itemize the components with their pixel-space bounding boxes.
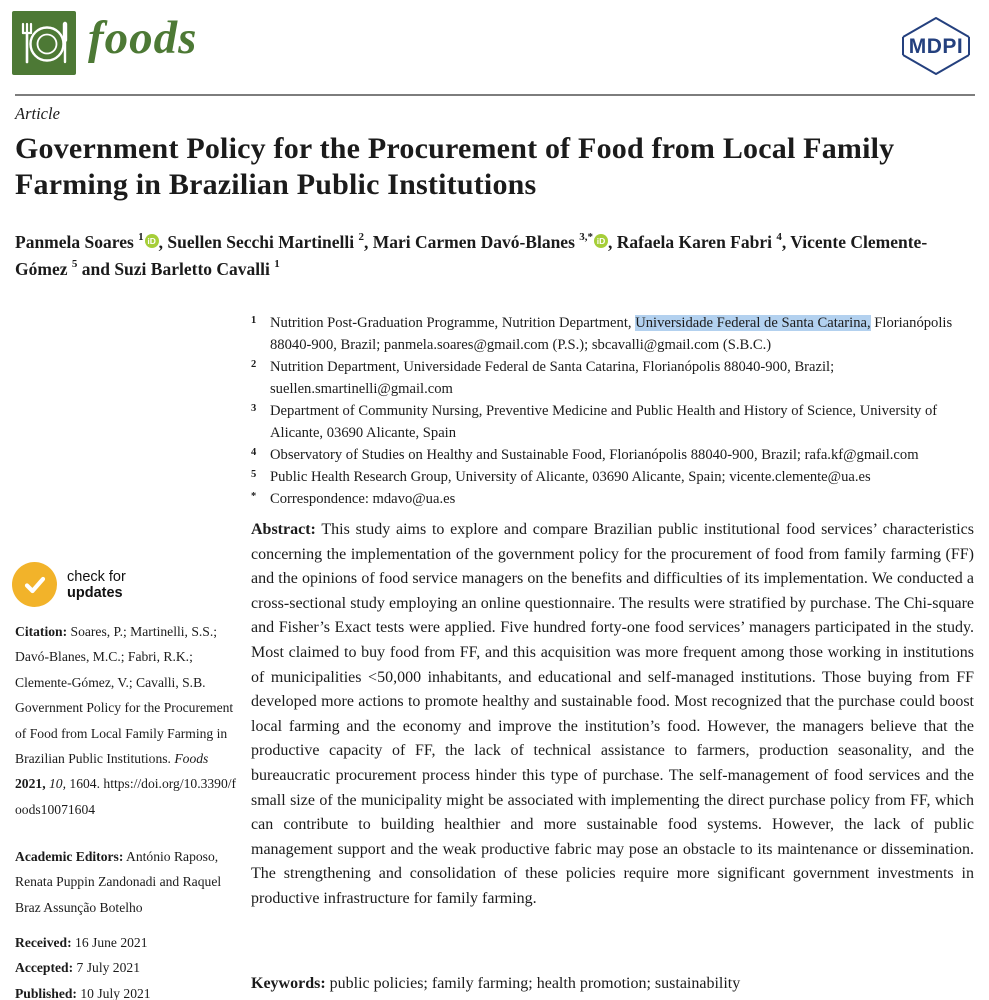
affiliation-text: Department of Community Nursing, Preventive Medicine and Public Health and History of Science, University of Alicante, 03690 Alicante, Spain xyxy=(270,403,938,441)
citation-block xyxy=(15,619,238,822)
correspondence-text: Correspondence: mdavo@ua.es xyxy=(270,491,456,507)
citation-pages: 1604. xyxy=(69,776,100,792)
affiliation-row xyxy=(251,312,975,356)
author-separator: , xyxy=(158,231,168,252)
affiliation-number: 4 xyxy=(251,447,257,458)
keywords-line xyxy=(251,975,974,993)
citation-volume: 10, xyxy=(49,776,66,792)
accepted-date: Accepted: 7 July 2021 xyxy=(15,960,140,976)
affiliation-row xyxy=(251,488,975,510)
check-for-updates-badge[interactable] xyxy=(12,562,126,607)
page-title: Government Policy for the Procurement of Food from Local Family Farming in Brazilian Public Institutions xyxy=(15,132,895,201)
author-separator: , xyxy=(781,231,791,252)
header-divider xyxy=(15,94,975,96)
author-name: Rafaela Karen Fabri xyxy=(616,231,772,252)
article-type-label: Article xyxy=(15,104,60,123)
svg-text:MDPI: MDPI xyxy=(908,35,964,58)
citation-label: Citation: xyxy=(15,624,68,639)
orcid-icon[interactable]: iD xyxy=(594,234,608,248)
abstract-label: Abstract: xyxy=(251,521,316,538)
author-name: Suellen Secchi Martinelli xyxy=(167,231,355,252)
keywords-label: Keywords: xyxy=(251,975,326,992)
keywords-text: public policies; family farming; health promotion; sustainability xyxy=(329,975,741,992)
selection-highlight: Universidade Federal de Santa Catarina, xyxy=(635,315,871,331)
published-date: Published: 10 July 2021 xyxy=(15,985,151,1000)
received-date: Received: 16 June 2021 xyxy=(15,935,148,950)
author-sup: 4 xyxy=(776,231,782,243)
affiliation-text: Public Health Research Group, University of Alicante, 03690 Alicante, Spain; vicente.clemente@ua.es xyxy=(270,469,871,485)
foods-journal-logo-icon xyxy=(12,11,76,75)
affiliation-text: Observatory of Studies on Healthy and Sustainable Food, Florianópolis 88040-900, Brazil; rafa.kf@gmail.com xyxy=(270,447,919,463)
history-dates-block xyxy=(15,930,250,1000)
orcid-icon[interactable]: iD xyxy=(145,234,159,248)
author-sup: 1 xyxy=(274,257,280,270)
abstract-text: This study aims to explore and compare Brazilian public institutional food services’ characteristics concerning the implementation of the government policy for the procurement of food from family farming (FF) and the opinions of food service managers on the benefits and difficulties of its implementation. We conducted a cross-sectional study employing an online questionnaire. The results were stratified by purchase. The Chi-square and Fisher’s Exact tests were applied. Five hundred forty-one food services’ managers participated in the study. Most claimed to buy food from FF, and this acquisition was more frequent among those working in institutions of municipalities <50,000 inhabitants, and educational and self-managed institutions. Those buying from FF developed more actions to promote healthy and sustainable food. Most recognized that the purchase could boost local farming and the economy and improve the institution’s food. However, the managers believe that the productive capacity of FF, the lack of technical assistance to farmers, production seasonality, and the bureaucratic procurement process hinder this type of purchase. The self-management of food services and the small size of the municipality might be associated with implementing the direct purchase policy from FF, which can contribute to building healthier and more sustainable food systems. However, the lack of public management support and the weak productive fabric may pose an obstacle to its maintenance or dissemination. The strengthening and consolidation of these policies require more significant government investments in productive infrastructure for family farming. xyxy=(251,521,975,907)
affiliation-list xyxy=(251,312,975,510)
journal-wordmark: foods xyxy=(88,12,198,64)
author-separator: and xyxy=(77,258,115,279)
author-name: Vicente Clemente-Gómez xyxy=(15,231,928,279)
citation-journal: Foods xyxy=(174,751,209,767)
affiliation-row xyxy=(251,444,975,466)
affiliation-number: 3 xyxy=(251,403,257,414)
academic-editors-label: Academic Editors: xyxy=(15,849,124,864)
author-sup: 3,* xyxy=(579,231,594,243)
abstract-paragraph xyxy=(251,518,974,912)
author-sup: 2 xyxy=(358,231,364,243)
doi-link[interactable]: https://doi.org/10.3390/foods10071604 xyxy=(15,776,237,817)
author-name: Mari Carmen Davó-Blanes xyxy=(372,231,575,252)
affiliation-row xyxy=(251,466,975,488)
check-for-updates-label: check for updates xyxy=(67,568,126,601)
affiliation-number: * xyxy=(251,491,257,502)
academic-editors-names: António Raposo, Renata Puppin Zandonadi and Raquel Braz Assunção Botelho xyxy=(15,849,222,915)
affiliation-text: Nutrition Post-Graduation Programme, Nutrition Department, Universidade Federal de Santa Catarina, Florianópolis 88040-900, Brazil; panmela.soares@gmail.com (P.S.); sbcavalli@gmail.com (S.B.C.) xyxy=(270,315,953,353)
author-separator: , xyxy=(363,231,373,252)
affiliation-number: 2 xyxy=(251,359,257,370)
affiliation-number: 5 xyxy=(251,469,257,480)
citation-authors: Soares, P.; Martinelli, S.S.; Davó-Blanes, M.C.; Fabri, R.K.; Clemente-Gómez, V.; Cavalli, S.B. xyxy=(15,624,218,690)
author-name: Suzi Barletto Cavalli xyxy=(114,258,270,279)
citation-title: Government Policy for the Procurement of Food from Local Family Farming in Brazilian Public Institutions. xyxy=(15,700,234,767)
affiliation-row xyxy=(251,400,975,444)
affiliation-text: Nutrition Department, Universidade Federal de Santa Catarina, Florianópolis 88040-900, Brazil; suellen.smartinelli@gmail.com xyxy=(270,359,835,397)
check-icon xyxy=(12,562,57,607)
author-name: Panmela Soares xyxy=(15,231,134,252)
affiliation-number: 1 xyxy=(251,315,257,326)
authors-line xyxy=(15,227,973,281)
mdpi-logo[interactable] xyxy=(896,13,976,79)
author-separator: , xyxy=(608,231,617,252)
author-sup: 5 xyxy=(71,257,78,270)
academic-editors-block xyxy=(15,844,238,920)
affiliation-row xyxy=(251,356,975,400)
citation-year: 2021, xyxy=(15,776,46,792)
author-sup: 1 xyxy=(138,231,144,243)
